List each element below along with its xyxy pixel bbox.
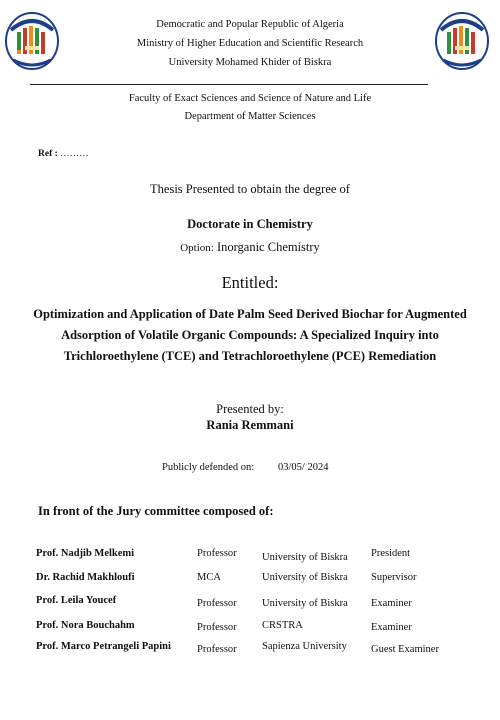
jury-member-name: Prof. Nora Bouchahm xyxy=(36,620,135,631)
header-divider xyxy=(30,84,428,85)
header-ministry: Ministry of Higher Education and Scientific Research xyxy=(136,38,364,49)
jury-member-name: Prof. Marco Petrangeli Papini xyxy=(36,641,171,652)
jury-member-name: Dr. Rachid Makhloufi xyxy=(36,572,135,583)
jury-member-role: Examiner xyxy=(371,622,412,633)
jury-row xyxy=(0,548,500,568)
jury-member-grade: Professor xyxy=(197,598,237,609)
option-line xyxy=(0,240,500,255)
presented-by-label: Presented by: xyxy=(216,402,284,416)
jury-member-role: President xyxy=(371,548,411,559)
option-value: Inorganic Chemistry xyxy=(216,240,320,254)
thesis-title-line-1: Optimization and Application of Date Palm Seed Derived Biochar for Augmented xyxy=(33,307,467,321)
jury-row xyxy=(0,572,500,592)
jury-row xyxy=(0,595,500,615)
jury-member-grade: Professor xyxy=(197,548,237,559)
jury-member-name: Prof. Leila Youcef xyxy=(36,595,117,606)
ref-label: Ref : xyxy=(38,149,58,159)
thesis-title-line-3: Trichloroethylene (TCE) and Tetrachloroethylene (PCE) Remediation xyxy=(63,349,437,363)
jury-member-role: Examiner xyxy=(371,598,412,609)
jury-member-institution: CRSTRA xyxy=(262,620,303,631)
jury-member-role: Supervisor xyxy=(371,572,417,583)
jury-member-institution: University of Biskra xyxy=(262,552,348,563)
thesis-title-line-2: Adsorption of Volatile Organic Compounds: A Specialized Inquiry into xyxy=(61,328,439,342)
jury-member-institution: Sapienza University xyxy=(262,641,347,652)
header-country: Democratic and Popular Republic of Algeria xyxy=(156,19,344,30)
jury-heading: In front of the Jury committee composed of: xyxy=(38,504,274,518)
jury-member-role: Guest Examiner xyxy=(371,644,439,655)
jury-row xyxy=(0,620,500,640)
thesis-intro: Thesis Presented to obtain the degree of xyxy=(150,182,350,196)
department-name: Department of Matter Sciences xyxy=(184,111,316,122)
jury-row xyxy=(0,641,500,661)
entitled-heading: Entitled: xyxy=(221,273,279,292)
defense-date: 03/05/ 2024 xyxy=(278,462,329,473)
jury-member-grade: Professor xyxy=(197,644,237,655)
jury-member-grade: Professor xyxy=(197,622,237,633)
faculty-name: Faculty of Exact Sciences and Science of Nature and Life xyxy=(128,93,372,104)
degree-title: Doctorate in Chemistry xyxy=(187,217,313,231)
jury-member-grade: MCA xyxy=(197,572,221,583)
presenter-name: Rania Remmani xyxy=(206,418,294,432)
header-university: University Mohamed Khider of Biskra xyxy=(168,57,332,68)
ref-field xyxy=(38,149,89,159)
option-label: Option: xyxy=(180,242,214,254)
jury-member-institution: University of Biskra xyxy=(262,598,348,609)
defense-label: Publicly defended on: xyxy=(162,462,255,473)
thesis-title xyxy=(0,304,500,367)
jury-member-name: Prof. Nadjib Melkemi xyxy=(36,548,135,559)
jury-member-institution: University of Biskra xyxy=(262,572,348,583)
ref-value: ……… xyxy=(60,149,89,159)
